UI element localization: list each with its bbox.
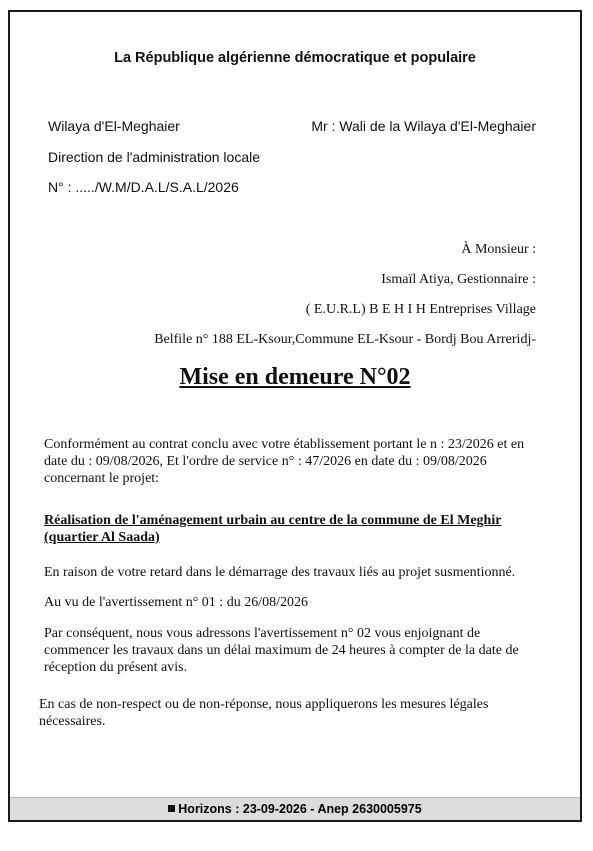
paragraph-warning-ref: Au vu de l'avertissement n° 01 : du 26/08/2026 xyxy=(44,595,308,610)
notice-frame xyxy=(8,10,582,822)
square-bullet-icon xyxy=(168,805,175,812)
paragraph-sanctions: En cas de non-respect ou de non-réponse, nous appliquerons les mesures légales nécessaires. xyxy=(39,697,489,729)
footer-text: Horizons : 23-09-2026 - Anep 2630005975 xyxy=(178,802,422,816)
sender-line: Mr : Wali de la Wilaya d'El-Meghaier xyxy=(311,118,536,134)
publication-footer xyxy=(10,797,580,820)
paragraph-delay: En raison de votre retard dans le démarrage des travaux liés au projet susmentionné. xyxy=(44,565,516,580)
paragraph-contract: Conformément au contrat conclu avec votre établissement portant le n : 23/2026 et en date du : 09/08/2026, Et l'ordre de service n° : 47/2026 en date du : 09/08/2026 concernant le projet: xyxy=(44,437,525,486)
recipient-line-3: ( E.U.R.L) B E H I H Entreprises Village xyxy=(305,302,536,317)
recipient-line-4: Belfile n° 188 EL-Ksour,Commune EL-Ksour - Bordj Bou Arreridj- xyxy=(154,332,536,347)
recipient-line-2: Ismaïl Atiya, Gestionnaire : xyxy=(381,272,536,287)
notice-title: Mise en demeure N°02 xyxy=(179,364,411,390)
republic-heading: La République algérienne démocratique et populaire xyxy=(114,50,476,66)
direction-name: Direction de l'administration locale xyxy=(48,149,260,165)
wilaya-name: Wilaya d'El-Meghaier xyxy=(48,118,180,134)
paragraph-order: Par conséquent, nous vous adressons l'avertissement n° 02 vous enjoignant de commencer les travaux dans un délai maximum de 24 heures à compter de la date de réception du présent avis. xyxy=(44,626,519,675)
project-title: Réalisation de l'aménagement urbain au centre de la commune de El Meghir (quartier Al Saada) xyxy=(44,513,502,545)
recipient-line-1: À Monsieur : xyxy=(461,242,536,257)
reference-number: N° : ...../W.M/D.A.L/S.A.L/2026 xyxy=(48,179,239,195)
